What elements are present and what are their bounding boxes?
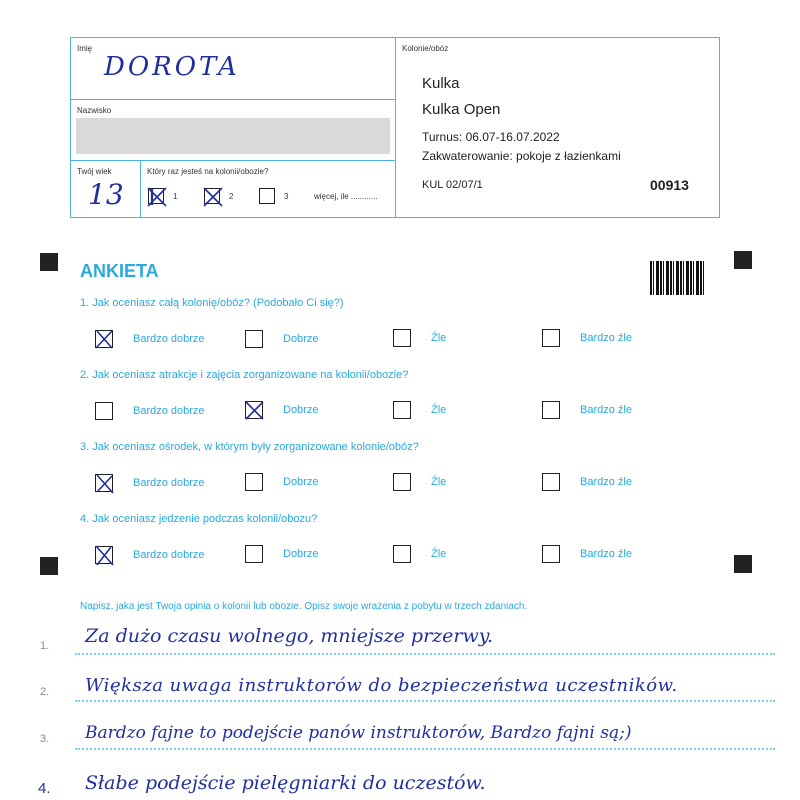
cross-mark-icon bbox=[243, 399, 265, 421]
q1-option-label: Dobrze bbox=[283, 333, 319, 345]
q4-option-zle-checkbox[interactable] bbox=[393, 545, 411, 563]
opinion-answer-1[interactable]: Za dużo czasu wolnego, mniejsze przerwy. bbox=[85, 625, 494, 647]
question-1: 1. Jak oceniasz całą kolonię/obóz? (Podobało Ci się?) bbox=[80, 297, 344, 309]
q1-option-dobrze-checkbox[interactable] bbox=[245, 330, 263, 348]
q3-option-label: Bardzo źle bbox=[580, 476, 632, 488]
q2-option-label: Bardzo dobrze bbox=[133, 405, 205, 417]
q3-option-zle-checkbox[interactable] bbox=[393, 473, 411, 491]
camp-name: Kulka bbox=[422, 75, 460, 92]
opinion-answer-3[interactable]: Bardzo fajne to podejście panów instruktorów, Bardzo fajni są;) bbox=[85, 723, 632, 743]
q2-option-dobrze-checkbox[interactable] bbox=[245, 401, 263, 419]
q4-option-dobrze-checkbox[interactable] bbox=[245, 545, 263, 563]
q1-option-label: Źle bbox=[431, 332, 447, 344]
q3-option-bardzo-zle-checkbox[interactable] bbox=[542, 473, 560, 491]
q1-option-label: Bardzo dobrze bbox=[133, 333, 205, 345]
times-option-2: 2 bbox=[229, 192, 234, 201]
divider bbox=[140, 160, 141, 218]
q1-option-bardzo-dobrze-checkbox[interactable] bbox=[95, 330, 113, 348]
q1-option-label: Bardzo źle bbox=[580, 332, 632, 344]
opinion-answer-4[interactable]: Słabe podejście pielęgniarki do uczestów. bbox=[85, 772, 486, 794]
q4-option-bardzo-dobrze-checkbox[interactable] bbox=[95, 546, 113, 564]
question-4: 4. Jak oceniasz jedzenie podczas kolonii/obozu? bbox=[80, 513, 318, 525]
q4-option-label: Bardzo źle bbox=[580, 548, 632, 560]
divider bbox=[70, 99, 395, 100]
q2-option-label: Bardzo źle bbox=[580, 404, 632, 416]
opinion-answer-2[interactable]: Większa uwaga instruktorów do bezpieczeństwa uczestników. bbox=[85, 675, 678, 696]
survey-title: ANKIETA bbox=[80, 261, 159, 281]
times-checkbox-2[interactable] bbox=[204, 188, 220, 204]
opinion-prompt: Napisz, jaka jest Twoja opinia o kolonii lub obozie. Opisz swoje wrażenia z pobytu w trzech zdaniach. bbox=[80, 601, 528, 612]
q2-option-bardzo-dobrze-checkbox[interactable] bbox=[95, 402, 113, 420]
barcode bbox=[650, 261, 705, 295]
line-number: 3. bbox=[40, 733, 50, 745]
q2-option-label: Źle bbox=[431, 404, 447, 416]
line-number: 4. bbox=[38, 780, 51, 797]
accommodation: Zakwaterowanie: pokoje z łazienkami bbox=[422, 149, 621, 163]
divider bbox=[395, 37, 396, 218]
q2-option-label: Dobrze bbox=[283, 404, 319, 416]
q2-option-bardzo-zle-checkbox[interactable] bbox=[542, 401, 560, 419]
answer-line bbox=[75, 748, 775, 750]
cross-mark-icon bbox=[146, 186, 168, 208]
name-label: Imię bbox=[77, 44, 93, 53]
cross-mark-icon bbox=[93, 544, 115, 566]
age-label: Twój wiek bbox=[77, 167, 112, 176]
cross-mark-icon bbox=[93, 328, 115, 350]
surname-label: Nazwisko bbox=[77, 106, 112, 115]
divider bbox=[70, 160, 395, 161]
registration-marker bbox=[40, 253, 58, 271]
q3-option-label: Dobrze bbox=[283, 476, 319, 488]
line-number: 1. bbox=[40, 640, 50, 652]
registration-marker bbox=[734, 251, 752, 269]
answer-line bbox=[75, 653, 775, 655]
line-number: 2. bbox=[40, 686, 50, 698]
camp-label: Kolonie/obóz bbox=[402, 44, 449, 53]
times-more: więcej, ile ............ bbox=[314, 192, 378, 201]
q4-option-label: Źle bbox=[431, 548, 447, 560]
turnus: Turnus: 06.07-16.07.2022 bbox=[422, 130, 560, 144]
times-option-3: 3 bbox=[284, 192, 289, 201]
q1-option-bardzo-zle-checkbox[interactable] bbox=[542, 329, 560, 347]
name-value: DOROTA bbox=[104, 52, 240, 82]
q1-option-zle-checkbox[interactable] bbox=[393, 329, 411, 347]
question-2: 2. Jak oceniasz atrakcje i zajęcia zorganizowane na kolonii/obozie? bbox=[80, 369, 409, 381]
q3-option-dobrze-checkbox[interactable] bbox=[245, 473, 263, 491]
q4-option-label: Bardzo dobrze bbox=[133, 549, 205, 561]
cross-mark-icon bbox=[202, 186, 224, 208]
q3-option-bardzo-dobrze-checkbox[interactable] bbox=[95, 474, 113, 492]
times-checkbox-1[interactable] bbox=[148, 188, 164, 204]
answer-line bbox=[75, 700, 775, 702]
q4-option-label: Dobrze bbox=[283, 548, 319, 560]
registration-marker bbox=[734, 555, 752, 573]
q3-option-label: Bardzo dobrze bbox=[133, 477, 205, 489]
q2-option-zle-checkbox[interactable] bbox=[393, 401, 411, 419]
q4-option-bardzo-zle-checkbox[interactable] bbox=[542, 545, 560, 563]
times-checkbox-3[interactable] bbox=[259, 188, 275, 204]
form-number: 00913 bbox=[650, 177, 689, 193]
q3-option-label: Źle bbox=[431, 476, 447, 488]
registration-marker bbox=[40, 557, 58, 575]
age-value: 13 bbox=[88, 178, 124, 211]
times-label: Który raz jesteś na kolonii/obozie? bbox=[147, 167, 269, 176]
times-option-1: 1 bbox=[173, 192, 178, 201]
question-3: 3. Jak oceniasz ośrodek, w którym były zorganizowane kolonie/obóz? bbox=[80, 441, 419, 453]
cross-mark-icon bbox=[93, 472, 115, 494]
camp-program: Kulka Open bbox=[422, 101, 501, 118]
surname-redacted bbox=[76, 118, 390, 154]
ref-code: KUL 02/07/1 bbox=[422, 179, 483, 191]
